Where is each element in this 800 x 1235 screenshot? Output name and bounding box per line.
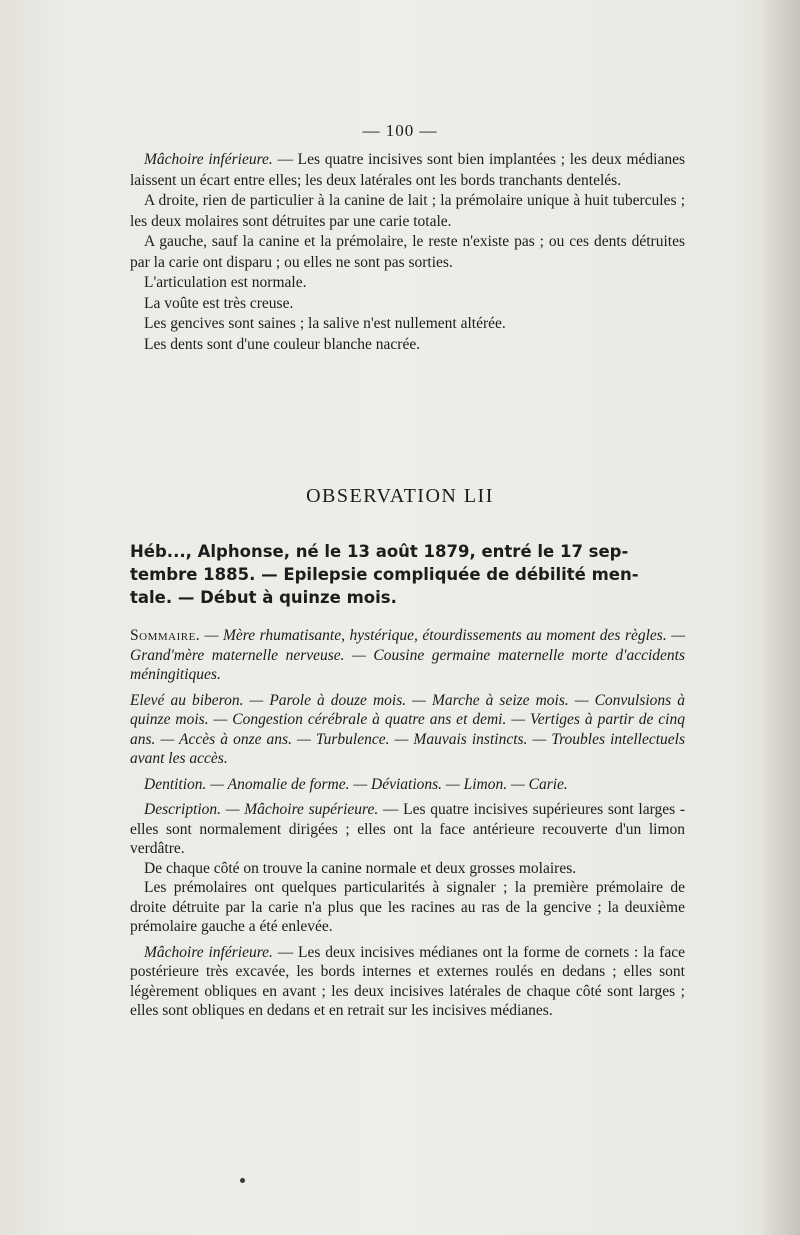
top-paragraph-2: A droite, rien de particulier à la canine de lait ; la prémolaire unique à huit tubercules ; les deux molaires sont détruites par une carie totale. [130,192,685,230]
summary-text: — Mère rhumatisante, hystérique, étourdissements au moment des règles. — Grand'mère maternelle nerveuse. — Cousine germaine maternelle morte d'accidents méningitiques. [130,627,685,683]
top-paragraph-4: L'articulation est normale. [144,274,307,291]
top-paragraph-1-text: — Les quatre incisives sont bien implantées ; les deux médianes laissent un écart entre elles; les deux latérales ont les bords tranchants dentelés. [130,151,685,189]
description-text-1: — Les quatre incisives supérieures sont larges - elles sont normalement dirigées ; elles ont la face antérieure recouverte d'un limon verdâtre. [130,801,685,857]
top-section [130,150,685,355]
lower-jaw-paragraph [130,943,685,1021]
description-paragraph-2: De chaque côté on trouve la canine normale et deux grosses molaires. [144,859,577,877]
top-paragraph-1-lead: Mâchoire inférieure. [144,151,273,168]
description-lead: Description. — Mâchoire supérieure. [144,801,379,818]
lower-jaw-text: — Les deux incisives médianes ont la forme de cornets : la face postérieure très excavée, les bords internes et externes roulés en dedans ; elles sont légèrement obliques en avant ; les deux incisives latérales de chaque côté sont larges ; elles sont obliques en dedans et en retrait sur les incisives médianes. [130,943,685,1019]
section-title: OBSERVATION LII [306,485,494,507]
top-paragraph-7: Les dents sont d'une couleur blanche nacrée. [144,335,421,353]
top-paragraph-6: Les gencives sont saines ; la salive n'est nullement altérée. [144,315,506,332]
ink-spot [240,1178,245,1183]
description-paragraph-1 [130,800,685,859]
case-heading [130,540,685,609]
case-body [130,626,685,1027]
case-heading-line-1: Héb..., Alphonse, né le 13 août 1879, entré le 17 sep- [130,542,629,561]
summary-paragraph [130,626,685,685]
case-heading-line-3: tale. — Début à quinze mois. [130,588,397,607]
lower-jaw-lead: Mâchoire inférieure. [144,943,273,961]
top-paragraph-3: A gauche, sauf la canine et la prémolaire, le reste n'existe pas ; ou ces dents détruites par la carie ont disparu ; ou elles ne sont pas sorties. [130,233,685,271]
description-paragraph-3: Les prémolaires ont quelques particularités à signaler ; la première prémolaire de droite détruite par la carie n'a plus que les racines au ras de la gencive ; la deuxième prémolaire gauche a été enlevée. [130,879,685,935]
summary-label: Sommaire. [130,627,201,644]
top-paragraph-5: La voûte est très creuse. [144,294,294,312]
case-heading-line-2: tembre 1885. — Epilepsie compliquée de débilité men- [130,565,639,584]
spine-shadow [760,0,800,1235]
dentition-paragraph: Dentition. — Anomalie de forme. — Déviations. — Limon. — Carie. [144,775,568,793]
history-paragraph: Elevé au biberon. — Parole à douze mois. — Marche à seize mois. — Convulsions à quinze mois. — Congestion cérébrale à quatre ans et demi. — Vertiges à partir de cinq ans. — Accès à onze ans. — Turbulence. — Mauvais instincts. — Troubles intellectuels avant les accès. [130,691,685,767]
page-number: — 100 — [362,121,438,140]
top-paragraph-1 [130,150,685,191]
